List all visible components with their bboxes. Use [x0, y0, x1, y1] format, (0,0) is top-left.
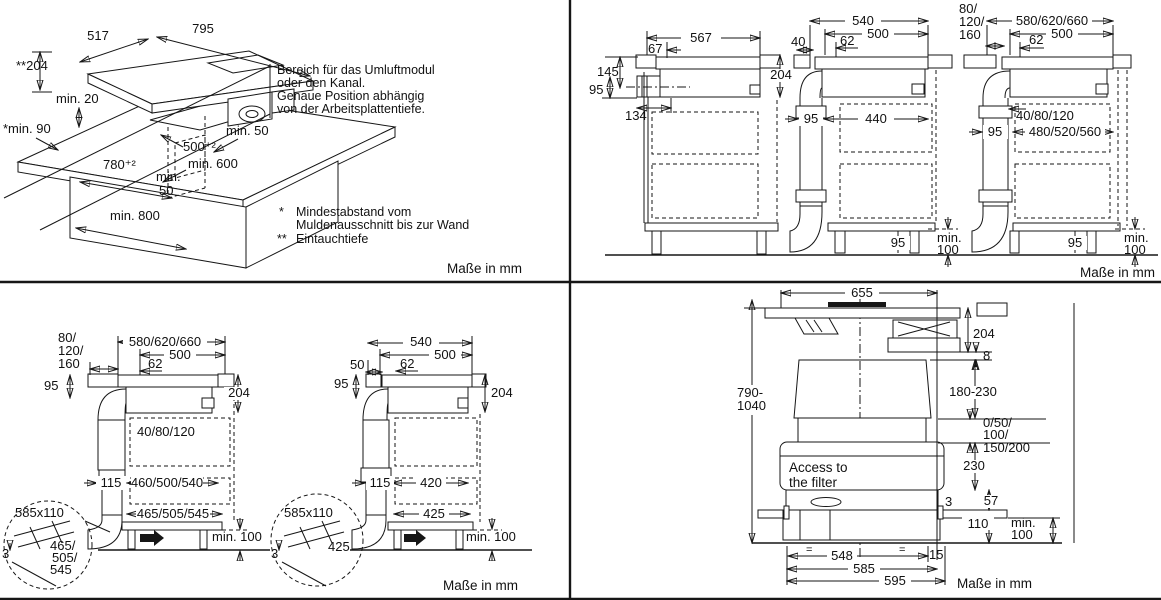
units-note: Maße in mm — [443, 578, 519, 593]
access-note-line: the filter — [789, 475, 838, 490]
dim-label: 0/50/ — [983, 415, 1012, 430]
side-view-2 — [785, 13, 962, 267]
note-line: von der Arbeitsplattentiefe. — [277, 102, 426, 116]
dim-label: 440 — [865, 111, 887, 126]
dim-label: 425 — [423, 506, 445, 521]
detail-label: 545 — [50, 562, 72, 577]
footnote-text: Eintauchtiefe — [296, 232, 369, 246]
panel-front-view — [734, 285, 1074, 591]
dim-label: 580/620/660 — [128, 334, 202, 349]
dim-label: min. 100 — [212, 529, 262, 544]
dim-label: 655 — [851, 285, 873, 300]
detail-label: 3 — [2, 546, 10, 561]
side-view-3 — [959, 1, 1149, 267]
dim-label: 480/520/560 — [1028, 124, 1102, 139]
footnote-text: Muldenausschnitt bis zur Wand — [296, 218, 470, 232]
dim-label: 95 — [589, 82, 604, 97]
dim-label: min. — [1011, 515, 1036, 530]
dim-label: 110 — [967, 516, 989, 531]
dim-label: 40/80/120 — [1016, 108, 1074, 123]
units-note: Maße in mm — [447, 261, 523, 276]
dim-label: 500 — [169, 347, 191, 362]
dim-label: 540 — [410, 334, 432, 349]
detail-circle-2 — [271, 494, 363, 586]
dim-label: 500⁺² — [183, 139, 216, 154]
dim-label: 62 — [400, 356, 415, 371]
note-line: Bereich für das Umluftmodul — [277, 63, 435, 77]
dim-label: 500 — [867, 26, 889, 41]
dim-label: 15 — [929, 547, 944, 562]
flow-arrow-icon — [140, 530, 164, 546]
dim-label: 120/ — [58, 343, 84, 358]
dim-label: 120/ — [959, 14, 985, 29]
dim-label: 180-230 — [949, 384, 997, 399]
dim-label: 95 — [1067, 235, 1083, 250]
dim-label: 580/620/660 — [1015, 13, 1089, 28]
dim-label: 100 — [937, 242, 959, 257]
dim-label: 160 — [959, 27, 981, 42]
detail-label: 585x110 — [284, 505, 333, 520]
dim-label: 100 — [1124, 242, 1146, 257]
dim-label: **204 — [16, 58, 48, 73]
footnotes — [277, 205, 469, 246]
dim-label: min. — [156, 169, 181, 184]
dim-label: 790- — [737, 385, 764, 400]
dim-label: 517 — [87, 28, 109, 43]
dim-label: 585 — [853, 561, 875, 576]
dim-label: 460/500/540 — [130, 475, 204, 490]
dim-label: 100 — [1011, 527, 1033, 542]
detail-label: 425 — [328, 539, 350, 554]
dim-label: 80/ — [959, 1, 978, 16]
footnote-text: Mindestabstand vom — [296, 205, 412, 219]
dim-label: min. 20 — [56, 91, 99, 106]
dim-label: 1040 — [737, 398, 766, 413]
dim-label: 500 — [1051, 26, 1073, 41]
units-note: Maße in mm — [957, 576, 1033, 591]
side-view-1 — [589, 30, 796, 254]
dim-label: 795 — [192, 21, 214, 36]
panel-side-views-top — [589, 1, 1158, 280]
detail-label: 3 — [271, 546, 279, 561]
panel-isometric-view — [3, 21, 522, 276]
dim-label: 95 — [890, 235, 906, 250]
detail-label: 505/ — [52, 550, 78, 565]
dim-label: min. — [937, 230, 962, 245]
dim-label: 57 — [983, 493, 999, 508]
dim-label: 567 — [690, 30, 712, 45]
units-note: Maße in mm — [1079, 265, 1155, 280]
dim-label: 115 — [369, 475, 391, 490]
side-view-recirc-1 — [44, 330, 270, 561]
dim-label: 134 — [625, 108, 647, 123]
dim-label: 62 — [840, 33, 855, 48]
dim-label: 145 — [597, 64, 619, 79]
dim-label: 95 — [803, 111, 819, 126]
equal-mark: = — [899, 544, 906, 556]
dim-label: 204 — [973, 326, 995, 341]
dim-label: 40 — [791, 34, 806, 49]
side-view-recirc-2 — [334, 334, 532, 561]
dim-label: 780⁺² — [103, 157, 136, 172]
dim-label: 67 — [648, 41, 663, 56]
dim-label: min. 800 — [110, 208, 160, 223]
note-line: oder den Kanal. — [277, 76, 366, 90]
dim-label: 62 — [148, 356, 163, 371]
dim-label: 230 — [963, 458, 985, 473]
dim-label: 95 — [334, 376, 349, 391]
equal-mark: = — [806, 544, 813, 556]
dim-label: 3 — [945, 494, 953, 509]
dim-label: 95 — [987, 124, 1003, 139]
dim-label: 50 — [350, 357, 365, 372]
dim-label: 540 — [852, 13, 874, 28]
dim-label: 40/80/120 — [137, 424, 195, 439]
dim-label: 62 — [1029, 32, 1044, 47]
note-line: Genaue Position abhängig — [277, 89, 425, 103]
panel-side-views-bottom — [2, 330, 532, 593]
detail-label: 585x110 — [15, 505, 64, 520]
dim-label: 100/ — [983, 427, 1009, 442]
dim-label: min. 50 — [226, 123, 269, 138]
dim-label: 465/505/545 — [136, 506, 210, 521]
dim-label: *min. 90 — [3, 121, 51, 136]
dim-label: min. 600 — [188, 156, 238, 171]
dim-label: min. 100 — [466, 529, 516, 544]
dim-label: 115 — [100, 475, 122, 490]
dim-label: 204 — [770, 67, 792, 82]
dim-label: 8 — [983, 348, 991, 363]
access-note-line: Access to — [789, 460, 848, 475]
dim-label: 160 — [58, 356, 80, 371]
dim-label: 420 — [420, 475, 442, 490]
dim-label: 204 — [228, 385, 250, 400]
detail-label: 465/ — [50, 538, 76, 553]
dim-label: min. — [1124, 230, 1149, 245]
dim-label: 595 — [884, 573, 906, 588]
dim-label: 95 — [44, 378, 59, 393]
flow-arrow-icon — [404, 530, 426, 546]
dim-label: 500 — [434, 347, 456, 362]
dim-label: 80/ — [58, 330, 77, 345]
footnote-symbol: ** — [277, 232, 287, 246]
dim-label: 548 — [831, 548, 853, 563]
recirculation-note — [277, 63, 435, 116]
dim-label: 150/200 — [983, 440, 1030, 455]
dim-label: 50 — [159, 183, 174, 198]
footnote-symbol: * — [279, 205, 284, 219]
dim-label: 204 — [491, 385, 513, 400]
